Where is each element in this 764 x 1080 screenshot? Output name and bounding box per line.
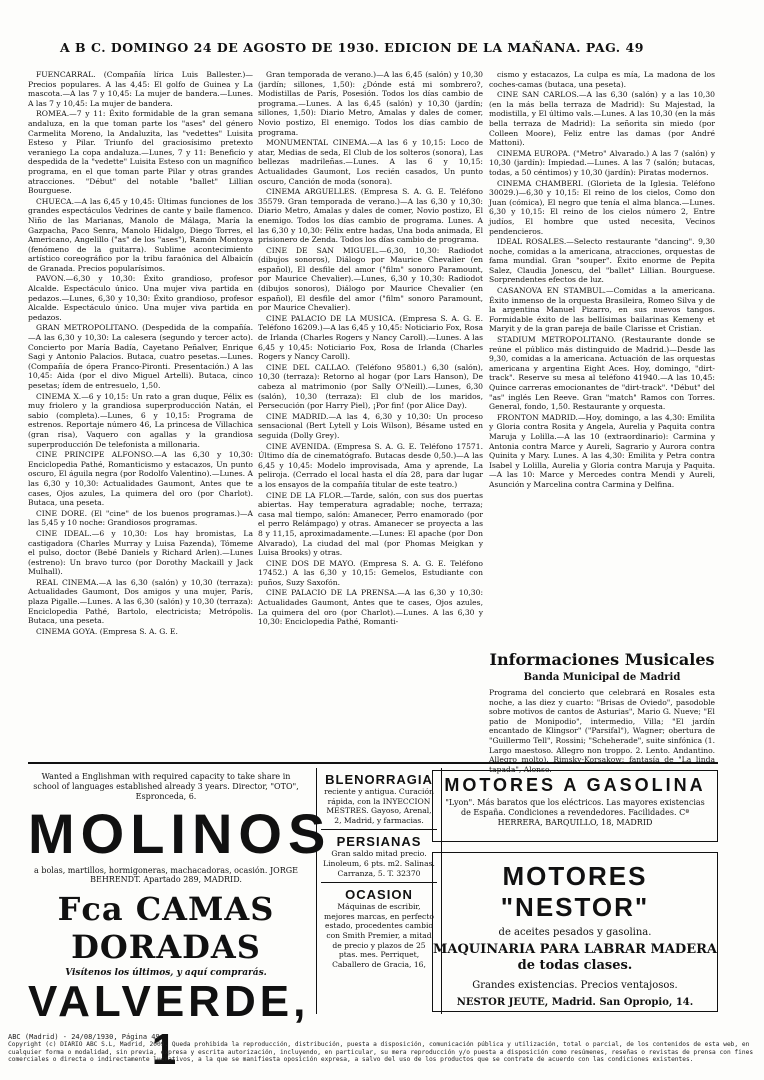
ad-molinos-heading: MOLINOS (28, 802, 332, 865)
column-2 (258, 70, 483, 740)
music-section-title: Informaciones Musicales (489, 650, 715, 669)
music-section-subtitle: Banda Municipal de Madrid (523, 672, 681, 683)
ad-valverde-heading: VALVERDE, 1 (28, 977, 310, 1074)
ad-motores-gasolina (432, 770, 718, 842)
listing-paragraph: IDEAL ROSALES.—Selecto restaurante "dancing". 9,30 noche, comidas a la americana, atracciones, orquestas de fama mundial. Gran "souper". Éxito enorme de Pepita Salez, Claudia Jonescu, del "ballet" Lillian. Bourguese. Sorprendentes efectos de luz. (489, 237, 715, 285)
listing-paragraph: REAL CINEMA.—A las 6,30 (salón) y 10,30 (terraza): Actualidades Gaumont, Dos amigos y una mujer, París, plaza Pigalle.—Lunes. A las 6,30 (salón) y 10,30 (terraza): Enciclopedia Pathé, Bartolo, electricista; Metrópolis. Butaca, una peseta. (28, 577, 253, 626)
ad-ocasion-heading: OCASION (345, 887, 413, 903)
listing-paragraph: CINEMA EUROPA. ("Metro" Alvarado.) A las 7 (salón) y 10,30 (jardín): Impiedad.—Lunes. A las 7 (salón; butacas, todas, a 50 céntimos) y 10,30 (jardín): Piratas modernos. (489, 148, 715, 177)
listing-paragraph: PAVON.—6,30 y 10,30: Éxito grandioso, profesor Alcalde. Espectáculo único. Una mujer viva partida en pedazos.—Lunes, 6,30 y 10,30: Éxito grandioso, profesor Alcalde. Espectáculo único. Una mujer viva partida en pedazos. (28, 274, 253, 322)
listing-paragraph: CINE DE LA FLOR.—Tarde, salón, con sus dos puertas abiertas. Hay temperatura agradable; noche, terraza; casa mal tiempo, salón: Amanecer, Perro enamorado (por el perro Relámpago) y otras. Amanecer se proyecta a las 8 y 11,15, aproximadamente.—Lunes: El apache (por Don Alvarado), La ciudad del mal (por Phomas Meigkan y Luisa Brooks) y otras. (258, 490, 483, 558)
listing-paragraph: CINE PRINCIPE ALFONSO.—A las 6,30 y 10,30: Enciclopedia Pathé, Romanticismo y estacazos, Un punto oscuro, El águila negra (por Rodolfo Valentino).—Lunes. A las 6,30 y 10,30: Actualidades Gaumont, Antes que te cases, Ojos azules, La quimera del oro (por Charlot). Butaca, una peseta. (28, 450, 253, 508)
ad-nestor-line1: de aceites pesados y gasolina. (498, 927, 652, 938)
ad-persianas-text: Gran saldo mitad precio. Linoleum, 6 pts. m2. Salinas. Carranza, 5. T. 32370 (323, 849, 435, 878)
listing-paragraph: CINE DORE. (El "cine" de los buenos programas.)—A las 5,45 y 10 noche: Grandiosos programas. (28, 508, 253, 528)
listing-paragraph: CINE PALACIO DE LA PRENSA.—A las 6,30 y 10,30: Actualidades Gaumont, Antes que te cases, Ojos azules, La quimera del oro (por Charlot).—Lunes. A las 6,30 y 10,30: Enciclopedia Pathé, Romanti- (258, 588, 483, 627)
ad-ocasion-text: Máquinas de escribir, mejores marcas, en perfecto estado, procedentes cambio con Smith Premier, a mitad de precio y plazos de 25 ptas. mes. Perriquet, Caballero de Gracia, 16, (324, 902, 434, 969)
ad-motores-gasolina-text: "Lyon". Más baratos que los eléctricos. Las mayores existencias de España. Condiciones a revendedores. Facilidades. Cª HERRERA, BARQUILLO, 18, MADRID (445, 798, 705, 827)
ad-nestor-line2: MAQUINARIA PARA LABRAR MADERA de todas clases. (433, 942, 718, 973)
listing-paragraph: CINEMA CHAMBERI. (Glorieta de la Iglesia. Teléfono 30029.)—6,30 y 10,15: El reino de los cielos, Como don Juan (cómica), El negro que tenía el alma blanca.—Lunes. 6,30 y 10,15: El reino de los cielos número 2, Entre judíos, El hombre que usted necesita, Vecinos pendencieros. (489, 178, 715, 236)
ad-persianas-heading: PERSIANAS (336, 834, 422, 850)
music-section-body: Programa del concierto que celebrará en Rosales esta noche, a las diez y cuarto: "Brisas de Oviedo", pasodoble sobre motivos de cantos de Asturias", Mario G. Nueve; "El patio de Monipodio", intermedio, Villa; "El jardín encantado de Klingsor" ("Parsifal"), Wagner; obertura de "Guillermo Tell", Rossini; "Scheherade", suite sinfónica (1. Largo maestoso. Allegro non troppo. 2. Lento. Andantino. Allegro molto), Rimsky-Korsakow; fantasía de "La linda tapada", Alonso. (489, 688, 715, 774)
ad-middle-column (316, 768, 442, 1014)
listing-paragraph: STADIUM METROPOLITANO. (Restaurante donde se reúne el público más distinguido de Madrid.)—Desde las 9,30, comidas a la americana. Actuación de las orquestas americana y argentina Eight Aces. Hoy, domingo, "dirt-track". Reserve su mesa al teléfono 41940.—A las 10,45: Quince carreras emocionantes de "dirt-track". "Début" del "as" inglés Len Reeve. Gran "match" Ramos con Torres. General, fondo, 1,50. Restaurante y orquesta. (489, 335, 715, 412)
ad-molinos-text: a bolas, martillos, hormigoneras, machacadoras, ocasión. JORGE BEHRENDT. Apartado 289, MADRID. (34, 866, 298, 884)
ad-camas-heading: Fca CAMAS DORADAS (57, 890, 275, 966)
ad-english-notice: Wanted a Englishman with required capacity to take share in school of languages established already 3 years. Director, "OTO", Espronceda, 6. (33, 772, 299, 801)
listing-paragraph: CINEMA ARGUELLES. (Empresa S. A. G. E. Teléfono 35579. Gran temporada de verano.)—A las 6,30 y 10,30: Diario Metro, Amalas y dales de comer, Novio postizo, El enemigo. Todos los días cambio de programa. Lunes. A las 6,30 y 10,30: Félix entre hadas, Una boda animada, El prisionero de Zenda. Todos los días cambio de programa. (258, 187, 483, 245)
footer-source: ABC (Madrid) - 24/08/1930, Página 49 (8, 1033, 160, 1041)
listing-paragraph: GRAN METROPOLITANO. (Despedida de la compañía.—A las 6,30 y 10,30: La calesera (segundo y tercer acto). Concierto por María Badía, Cayetano Peñalver, Enrique Sagi y Antonio Palacios. Butaca, cuatro pesetas.—Lunes. (Compañía de ópera Franco-Pironti. Presentación.) A las 10,45: Aida (por el divo Miguel Artelli). Butaca, cinco pesetas; ídem de entresuelo, 1,50. (28, 323, 253, 390)
listing-paragraph: CINEMA X.—6 y 10,15: Un rato a gran duque, Félix es muy friolero y la grandiosa superproducción Natán, el sabio (completa).—Lunes, 6 y 10,15: Programa de estrenos. Reportaje número 46, La princesa de Villachica (gran risa), Vaquero con agallas y la grandiosa superproducción De telefonista a millonaria. (28, 391, 253, 449)
divider (321, 882, 437, 883)
column-3 (489, 70, 715, 644)
listing-paragraph: CINE AVENIDA. (Empresa S. A. G. E. Teléfono 17571. Último día de cinematógrafo. Butacas desde 0,50.)—A las 6,45 y 10,45: Modelo improvisada, Ama y aprende, La peliroja. (Cerrado el local hasta el día 28, para dar lugar a los ensayos de la compañía titular de este teatro.) (258, 441, 483, 489)
listing-paragraph: cismo y estacazos, La culpa es mía, La madona de los coches-camas (butaca, una peseta). (489, 70, 715, 89)
listing-paragraph: CHUECA.—A las 6,45 y 10,45: Últimas funciones de los grandes espectáculos Vedrines de cante y baile flamenco. Niño de las Marianas, Manolo de Málaga, María la Gazpacha, Paco Senra, Manolo Hidalgo, Diego Torres, el Americano, Angelillo ("as" de los "ases"), Ramón Montoya (fenómeno de la guitarra). Sublime acontecimiento artístico coreográfico por la tribu faraónica del Albaicín de Granada. Precios popularísimos. (28, 196, 253, 273)
ad-motores-gasolina-heading: MOTORES A GASOLINA (444, 775, 706, 795)
listing-paragraph: MONUMENTAL CINEMA.—A las 6 y 10,15: Loco de atar, Medias de seda, El Club de los solteros (sonora), Las bellezas madrileñas.—Lunes. A las 6 y 10,15: Actualidades Gaumont, Los recién casados, Un punto oscuro, Canción de moda (sonora). (258, 138, 483, 186)
listing-paragraph: Gran temporada de verano.)—A las 6,45 (salón) y 10,30 (jardín; sillones, 1,50): ¿Dónde está mi sombrero?, Modistillas de París, Posesión. Todos los días cambio de programa.—Lunes. A las 6,45 (salón) y 10,30 (jardín; sillones, 1,50): Diario Metro, Amalas y dales de comer, Novio postizo, El enemigo. Todos los días cambio de programa. (258, 70, 483, 137)
ad-nestor-line4: NESTOR JEUTE, Madrid. San Opropio, 14. (456, 997, 694, 1008)
listing-paragraph: ROMEA.—7 y 11: Éxito formidable de la gran semana andaluza, en la que toman parte los "ases" del género Carmelita Moreno, la Andaluzita, las "vedettes" Luisita Esteso y Pilar. Triunfo del graciosísimo pretexto veraniego La copa andaluza.—Lunes, 7 y 11: Beneficio y despedida de la "vedette" Luisita Esteso con un magnífico programa, en el que toman parte Pilar y otras grandes atracciones. "Début" del notable "ballet" Lillian Bourguese. (28, 109, 253, 196)
listing-paragraph: FUENCARRAL. (Compañía lírica Luis Ballester.)—Precios populares. A las 4,45: El golfo de Guinea y La mascota.—A las 7 y 10,45: La mujer de bandera.—Lunes. A las 7 y 10,45: La mujer de bandera. (28, 70, 253, 108)
listing-paragraph: CINE IDEAL.—6 y 10,30: Los hay bromistas, La castigadora (Charles Murray y Luisa Fazenda), Tómeme el pulso, doctor (Bebé Daniels y Richard Arlen).—Lunes (estreno): Un bravo turco (por Dorothy Mackaill y Jack Mulhall). (28, 528, 253, 577)
listing-paragraph: FRONTON MADRID.—Hoy, domingo, a las 4,30: Emilita y Gloria contra Rosita y Angela, Aurelia y Paquita contra Maruja y Lolilla.—A las 10 (extraordinario): Carmina y Antonia contra Marce y Aureli, Sagrario y Aurora contra Quinita y Mary. Lunes. A las 4,30: Emilita y Petra contra Isabel y Lolilla, Aurelia y Gloria contra Maruja y Paquita.—A las 10: Marce y Mercedes contra Mendi y Aureli, Asunción y Marcelina contra Carmina y Delfina. (489, 412, 715, 489)
listing-paragraph: CASANOVA EN STAMBUL.—Comidas a la americana. Éxito inmenso de la orquesta Brasileira, Romeo Silva y de la argentina Manuel Pizarro, en sus nuevos tangos. Formidable éxito de las bellísimas bailarinas Kemeny et Maryit y de la gran pareja de baile Clarisse et Cristian. (489, 286, 715, 334)
listing-paragraph: CINEMA GOYA. (Empresa S. A. G. E. (36, 626, 178, 636)
ad-motores-nestor (432, 852, 718, 1012)
copyright-footer (8, 1034, 758, 1064)
page-header: A B C. DOMINGO 24 DE AGOSTO DE 1930. EDICION DE LA MAÑANA. PAG. 49 (60, 40, 644, 55)
listing-paragraph: CINE MADRID.—A las 4, 6,30 y 10,30: Un proceso sensacional (Bert Lytell y Lois Wilson), Bésame usted en seguida (Dolly Grey). (258, 411, 483, 440)
listing-paragraph: CINE PALACIO DE LA MUSICA. (Empresa S. A. G. E. Teléfono 16209.)—A las 6,45 y 10,45: Noticiario Fox, Rosa de Irlanda (Charles Rogers y Nancy Caroll).—Lunes. A las 6,45 y 10,45: Noticiario Fox, Rosa de Irlanda (Charles Rogers y Nancy Caroll). (258, 313, 483, 362)
listing-paragraph: CINE DOS DE MAYO. (Empresa S. A. G. E. Teléfono 17452.) A las 6,30 y 10,15: Gemelos, Estudiante con puños, Suzy Saxofón. (258, 558, 483, 587)
ad-blenorragia-text: reciente y antigua. Curación rápida, con la INYECCION MESTRES. Gayoso, Arenal, 2, Madrid, y farmacias. (324, 787, 434, 825)
ad-nestor-line3: Grandes existencias. Precios ventajosos. (472, 980, 678, 991)
divider (321, 829, 437, 830)
ad-camas-slogan: Visítenos los últimos, y aquí comprarás. (65, 968, 267, 978)
listing-paragraph: CINE SAN CARLOS.—A las 6,30 (salón) y a las 10,30 (en la más bella terraza de Madrid): Su Majestad, la modistilla, y El último vals.—Lunes. A las 10,30 (en la más bella terraza de Madrid): La señorita sin miedo (por Colleen Moore), Feliz entre las damas (por André Mattoni). (489, 90, 715, 148)
ad-blenorragia-heading: BLENORRAGIA (325, 772, 433, 787)
listing-paragraph: CINE DE SAN MIGUEL.—6,30, 10,30: Radiodot (dibujos sonoros), Diálogo por Maurice Chevalier (en español), El desfile del amor ("film" sonoro Paramount, por Maurice Chevalier).—Lunes, 6,30 y 10,30: Radiodot (dibujos sonoros), Diálogo por Maurice Chevalier (en español), El desfile del amor ("film" sonoro Paramount, por Maurice Chevalier). (258, 245, 483, 313)
column-1 (28, 70, 253, 740)
ad-nestor-heading: MOTORES "NESTOR" (500, 861, 650, 922)
footer-copyright: Copyright (c) DIARIO ABC S.L, Madrid, 2009. Queda prohibida la reproducción, distribución, puesta a disposición, comunicación pública y utilización, total o parcial, de los contenidos de esta web, en cualquier forma o modalidad, sin previa, expresa y escrita autorización, incluyendo, en particular, su mera reproducción y/o puesta a disposición como resúmenes, reseñas o revistas de prensa con fines comerciales o directa o indirectamente lucrativos, a la que se manifiesta oposición expresa, a salvo del uso de los productos que se contrate de acuerdo con las condiciones existentes. (8, 1041, 754, 1064)
listing-paragraph: CINE DEL CALLAO. (Teléfono 95801.) 6,30 (salón), 10,30 (terraza): Retorno al hogar (por Lars Hanson), De cabeza al matrimonio (por Sally O'Neill).—Lunes, 6,30 (salón), 10,30 (terraza): El club de los maridos, Persecución (por Harry Piel), ¡Por fin! (por Alice Day). (258, 362, 483, 411)
